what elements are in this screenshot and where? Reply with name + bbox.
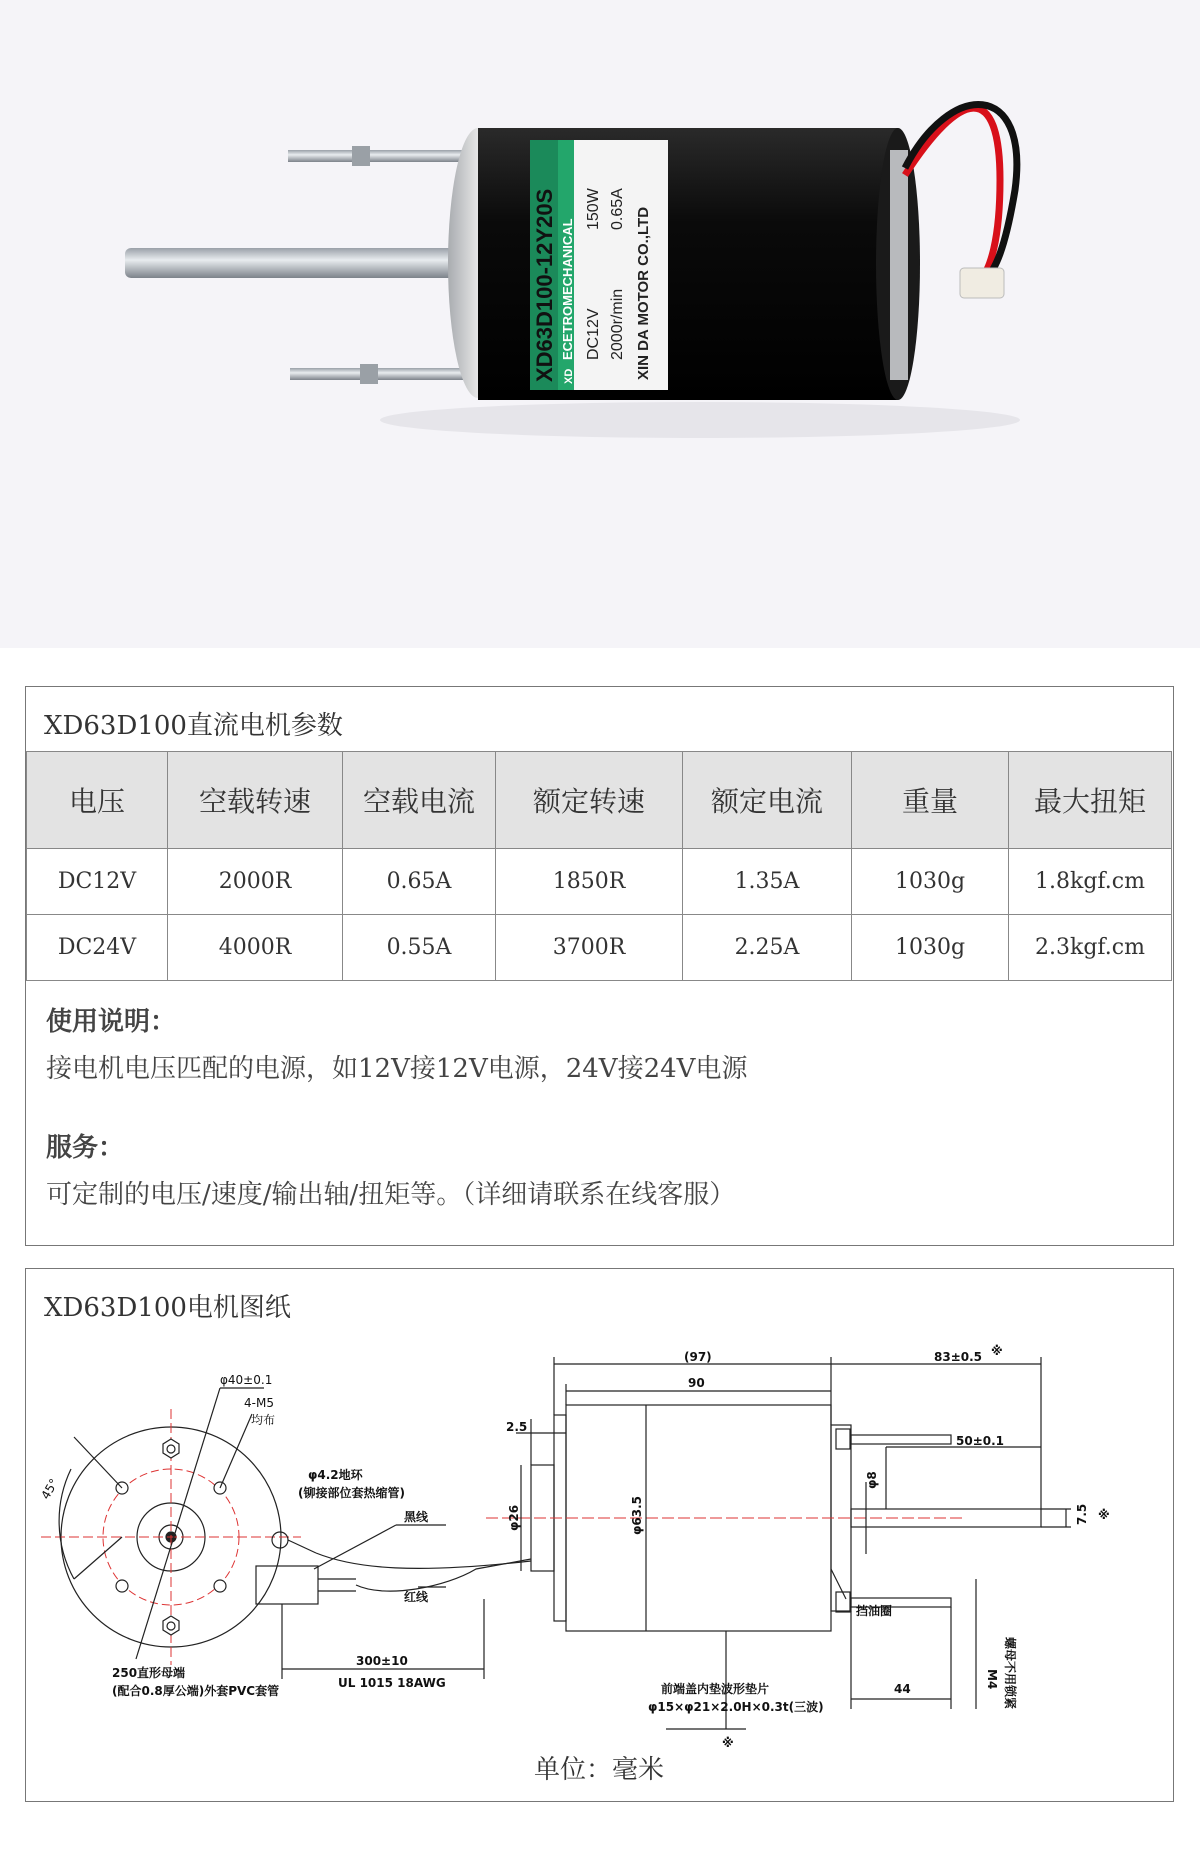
dim-7-5: 7.5: [1075, 1503, 1089, 1525]
label-m4-note: 螺母不用锁紧: [1003, 1637, 1017, 1710]
header-noload-speed: 空载转速: [168, 752, 343, 849]
usage-heading: 使用说明：: [46, 1007, 177, 1037]
label-current: 0.65A: [609, 188, 626, 230]
label-speed: 2000r/min: [609, 288, 626, 360]
dim-90: 90: [688, 1376, 705, 1390]
label-oil-ring: 挡油圈: [856, 1604, 893, 1618]
drawing-panel: [25, 1268, 1174, 1802]
dim-dia40: φ40±0.1: [220, 1373, 273, 1387]
label-ring: φ4.2地环: [308, 1468, 363, 1482]
front-view: [41, 1388, 301, 1665]
dim-angle: 45°: [38, 1476, 62, 1502]
lower-bolt: [290, 368, 470, 380]
table-cell: 0.55A: [343, 915, 496, 981]
header-max-torque: 最大扭矩: [1009, 752, 1172, 849]
star-7-5: ※: [1098, 1508, 1110, 1522]
table-cell: 1030g: [852, 849, 1009, 915]
dim-m5-note: 均布: [251, 1413, 276, 1427]
technical-drawing: [26, 1269, 1172, 1800]
dim-wire-length: 300±10: [356, 1654, 408, 1668]
dim-44: 44: [894, 1682, 911, 1696]
header-rated-current: 额定电流: [683, 752, 852, 849]
table-cell: 2000R: [168, 849, 343, 915]
label-power: 150W: [585, 188, 602, 230]
motor-illustration: [0, 0, 1200, 648]
parameter-panel: [25, 686, 1174, 1246]
table-cell: 0.65A: [343, 849, 496, 915]
star-83: ※: [991, 1344, 1003, 1358]
header-noload-current: 空载电流: [343, 752, 496, 849]
wire-terminal: [960, 268, 1004, 298]
table-cell: DC24V: [27, 915, 168, 981]
unit-label: 单位：毫米: [533, 1755, 664, 1785]
table-cell: DC12V: [27, 849, 168, 915]
table-cell: 1.8kgf.cm: [1009, 849, 1172, 915]
drawing-title: XD63D100电机图纸: [44, 1293, 291, 1323]
table-row: [27, 849, 1172, 915]
header-rated-speed: 额定转速: [496, 752, 683, 849]
label-terminal: 250直形母端: [112, 1666, 186, 1680]
table-cell: 1850R: [496, 849, 683, 915]
dim-50: 50±0.1: [956, 1434, 1005, 1448]
dim-8: φ8: [865, 1471, 879, 1489]
table-row: [27, 915, 1172, 981]
label-company: XIN DA MOTOR CO.,LTD: [635, 206, 652, 380]
dim-63-5: φ63.5: [630, 1496, 644, 1535]
header-voltage: 电压: [27, 752, 168, 849]
label-washer: 前端盖内垫波形垫片: [661, 1682, 770, 1696]
label-voltage: DC12V: [585, 308, 602, 360]
table-cell: 1.35A: [683, 849, 852, 915]
parameter-title: XD63D100直流电机参数: [44, 711, 343, 741]
dim-26: φ26: [507, 1504, 521, 1531]
service-text: 可定制的电压/速度/输出轴/扭矩等。（详细请联系在线客服）: [46, 1180, 736, 1210]
usage-text: 接电机电压匹配的电源，如12V接12V电源，24V接24V电源: [46, 1054, 748, 1084]
label-wire-spec: UL 1015 18AWG: [338, 1676, 446, 1690]
label-m4: M4: [985, 1669, 999, 1690]
table-header-row: [27, 752, 1172, 849]
dim-2-5: 2.5: [506, 1420, 528, 1434]
table-cell: 1030g: [852, 915, 1009, 981]
upper-bolt: [288, 150, 468, 162]
label-type: ECETROMECHANICAL: [560, 218, 575, 360]
label-washer-spec: φ15×φ21×2.0H×0.3t(三波): [648, 1700, 824, 1714]
parameter-table: [26, 751, 1172, 981]
service-heading: 服务：: [46, 1133, 125, 1163]
dim-97: (97): [684, 1350, 712, 1364]
table-cell: 4000R: [168, 915, 343, 981]
label-black-wire: 黑线: [404, 1510, 429, 1524]
dim-83: 83±0.5: [934, 1350, 983, 1364]
motor-shaft: [125, 248, 470, 278]
product-photo: [0, 0, 1200, 648]
table-cell: 3700R: [496, 915, 683, 981]
label-model: XD63D100-12Y20S: [532, 188, 557, 382]
label-terminal-note: (配合0.8厚公端)外套PVC套管: [112, 1684, 280, 1698]
label-logo: XD: [563, 368, 575, 384]
header-weight: 重量: [852, 752, 1009, 849]
table-cell: 2.25A: [683, 915, 852, 981]
star-washer: ※: [722, 1736, 734, 1750]
label-red-wire: 红线: [404, 1590, 429, 1604]
side-view: [486, 1357, 1071, 1729]
table-cell: 2.3kgf.cm: [1009, 915, 1172, 981]
notes-section: [46, 1001, 1146, 1211]
label-ring-note: (铆接部位套热缩管): [298, 1486, 405, 1500]
dim-m5: 4-M5: [244, 1396, 274, 1410]
